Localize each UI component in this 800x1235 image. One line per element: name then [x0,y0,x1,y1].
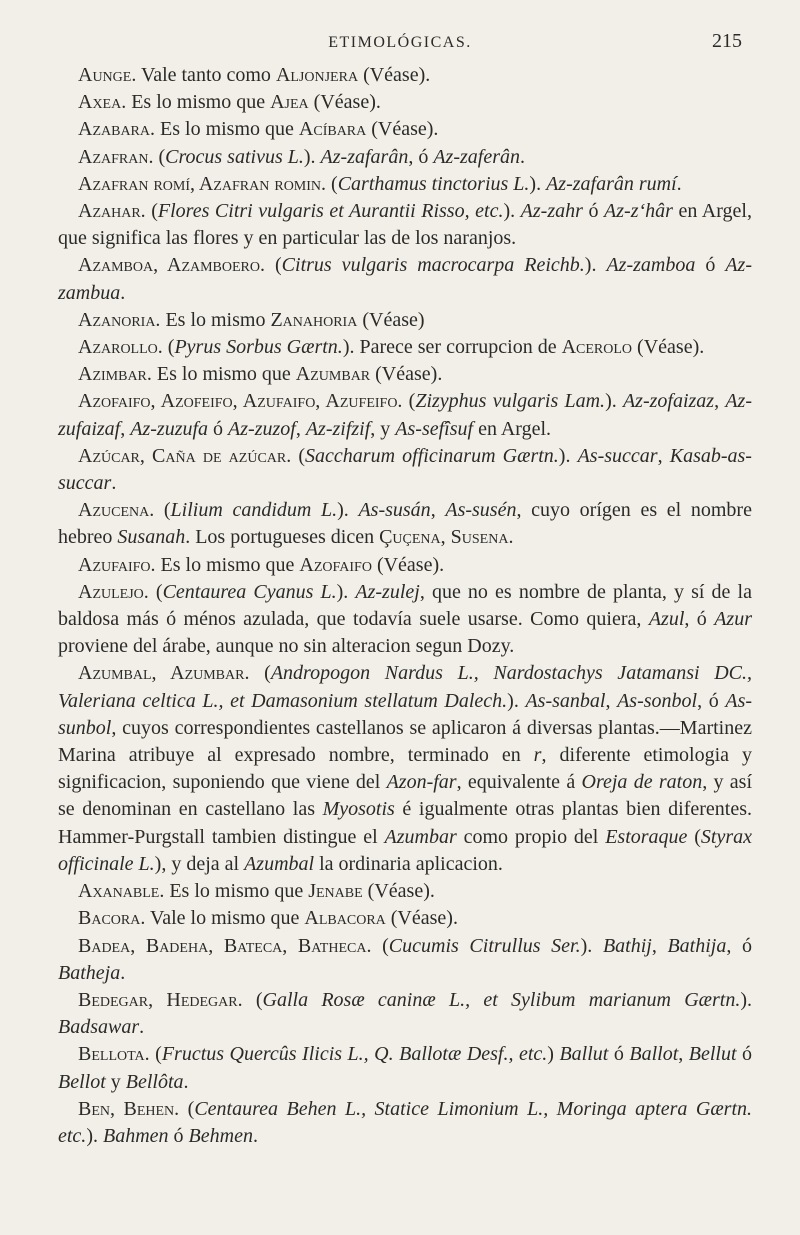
entry-text: ( [148,580,163,603]
entry-text: ó [168,1124,189,1147]
entry-text: . [520,145,525,168]
entry-text: , ó [408,145,434,168]
entry-italic-text: Centaurea Cyanus L. [162,580,337,603]
entry-headword: Acerolo [561,336,633,359]
entry-text: ). [507,689,526,712]
entry-italic-text: Centaurea Behen L., Statice Limonium L., Moringa aptera Gærtn. etc. [58,1097,752,1147]
dictionary-entry [58,552,752,579]
entry-text: (Véase). [371,553,445,576]
entry-text: , [295,417,306,440]
entry-headword: Aunge. [78,64,137,86]
entry-text: ó [608,1043,630,1066]
dictionary-entry [58,89,752,116]
entry-text: ( [153,145,166,168]
entry-text: Vale lo mismo que [145,907,305,930]
dictionary-entry [58,388,752,442]
entry-headword: Bacora. [78,907,146,930]
dictionary-entry [58,198,752,252]
entry-text: , diferente etimologia y significacion, suponiendo que viene del [58,744,752,794]
entry-italic-text: Crocus sativus L. [165,145,304,168]
dictionary-entry [58,307,752,334]
entry-text: , [714,390,726,413]
entry-italic-text: Lilium candidum L. [170,499,338,522]
entry-italic-text: Styrax officinale L. [58,825,752,875]
dictionary-entry [58,62,752,89]
entry-italic-text: Az-zahr [520,200,583,223]
entry-headword: Acíbara [298,118,367,141]
entry-headword: Bellota. [78,1043,150,1066]
entry-text: ( [265,254,282,277]
entry-text: ( [162,336,175,359]
entry-text: , ó [697,689,726,712]
entry-text: como propio del [456,825,606,848]
page-number: 215 [712,30,742,52]
entry-text: ó [695,254,726,277]
entry-italic-text: Citrus vulgaris macrocarpa Reichb. [281,254,585,277]
entry-text: ) [547,1043,560,1066]
entry-headword: Azulejo. [78,580,149,603]
entry-headword: Aljonjera [275,64,359,86]
dictionary-entry [58,987,752,1041]
entry-text: ). [86,1124,103,1147]
entry-italic-text: Az-zafarân rumí [546,172,677,195]
entry-italic-text: Andropogon Nardus L., Nardostachys Jatamansi DC., Valeriana celtica L., et Damasonium stellatum Dalech. [58,662,752,712]
entry-text: . [120,281,126,304]
entry-text: , equivalente á [456,771,582,794]
entry-text: ó [208,417,229,440]
entry-text: (Véase). [308,91,381,114]
entry-italic-text: Az-zufaizaf [58,390,752,440]
entry-italic-text: As-sefîsuf [395,417,474,440]
entry-italic-text: Az-zafarân [320,145,409,168]
entry-text: ( [326,172,338,195]
entry-italic-text: As-sonbol [617,689,698,712]
entry-text: ). [337,499,359,522]
entry-text: . [111,472,117,495]
entry-headword: Azumbal, Azumbar. [78,662,250,685]
entry-italic-text: Az-zuzufa [130,417,209,440]
entry-text: ( [249,662,271,685]
entry-text: ), y deja al [154,852,245,875]
entry-text: ( [371,934,389,957]
entry-text: en Argel, que significa las flores y en particular las de los naranjos. [58,200,752,250]
entry-text: ). [558,444,578,467]
entry-headword: Azúcar, Caña de azúcar. [78,444,292,467]
entry-italic-text: Bathij [602,934,652,957]
entry-italic-text: Az-zulej [355,580,420,603]
entry-headword: Çuçena, Susena [379,526,509,549]
dictionary-entry [58,579,752,661]
entry-italic-text: Fructus Quercûs Ilicis L., Q. Ballotæ Desf., etc. [161,1043,548,1066]
entry-text: ( [149,1043,162,1066]
entry-headword: Azimbar. [78,363,152,386]
entry-headword: Azufaifo. [78,553,156,576]
dictionary-entry [58,443,752,497]
entry-text: (Véase). [385,907,458,930]
entry-text: , cuyo orígen es el nombre hebreo [58,499,752,549]
dictionary-entry [58,144,752,171]
entry-text: . [120,961,126,984]
entry-italic-text: Ballot [629,1043,679,1066]
entry-headword: Azabara. [78,118,156,141]
entry-text: Es lo mismo que [155,553,300,576]
entry-italic-text: Bahmen [102,1124,169,1147]
entry-italic-text: Zizyphus vulgaris Lam. [415,390,606,413]
entry-italic-text: Saccharum officinarum Gærtn. [305,444,559,467]
entry-italic-text: Azon-far [386,771,457,794]
entry-italic-text: Az-zamboa [606,254,696,277]
entry-italic-text: Ballut [559,1043,609,1066]
entry-text: ó [736,1043,753,1066]
entry-text: Es lo mismo que [164,880,309,903]
entry-italic-text: Azur [714,608,752,631]
entry-text: ). Parece ser corrupcion de [342,336,562,359]
entry-text: ). [503,200,521,223]
entry-text: ( [154,499,171,522]
entry-text: Es lo mismo que [155,118,299,141]
entry-text: , [605,689,618,712]
entry-text: ). [584,254,607,277]
dictionary-entry [58,660,752,878]
entry-italic-text: Bellot [58,1070,106,1093]
entry-text: ( [402,390,416,413]
dictionary-entry [58,252,752,306]
dictionary-entry [58,116,752,143]
dictionary-entry [58,497,752,551]
entry-headword: Bedegar, Hedegar. [78,988,243,1011]
entry-italic-text: Az-zuzof [228,417,296,440]
entry-italic-text: Az-zaferân [433,145,520,168]
entry-headword: Azafran. [78,145,154,168]
entry-italic-text: Behmen [188,1124,253,1147]
entry-text: proviene del árabe, aunque no sin alteracion segun Dozy. [58,635,515,658]
entry-text: , ó [726,934,752,957]
entry-text: Vale tanto como [136,64,276,86]
entry-headword: Albacora [304,907,386,930]
entry-italic-text: As-susán [358,499,431,522]
dictionary-entries [58,62,752,1150]
entry-italic-text: Kasab-as-succar [58,444,752,495]
entry-italic-text: Badsawar [58,1016,140,1039]
entry-text: ). [529,172,547,195]
entry-headword: Azucena. [78,499,155,522]
entry-italic-text: As-sunbol [58,689,753,739]
entry-text: . [139,1016,145,1039]
entry-text: , y así se denominan en castellano las [58,771,753,821]
entry-text: . [183,1070,189,1093]
running-title: ETIMOLÓGICAS. [328,34,472,51]
entry-text: (Véase). [632,336,705,359]
entry-headword: Badea, Badeha, Bateca, Batheca. [78,934,372,957]
entry-italic-text: Galla Rosæ caninæ L., et Sylibum marianum Gærtn. [262,988,741,1011]
entry-italic-text: As-succar [577,444,658,467]
entry-italic-text: Bellut [688,1043,737,1066]
entry-text: Es lo mismo que [126,91,271,114]
dictionary-entry [58,361,752,388]
dictionary-entry [58,171,752,198]
entry-text: en Argel. [473,417,552,440]
entry-text: , [430,499,446,522]
entry-text: , cuyos correspondientes castellanos se aplicaron á diversas plantas.—Martinez Marina atribuye al expresado nombre, terminado en [58,716,752,767]
entry-italic-text: Myosotis [322,798,395,821]
entry-text: (Véase). [362,880,435,903]
entry-text: ). [336,580,356,603]
entry-text: , que no es nombre de planta, y sí de la baldosa más ó ménos azulada, que todavía suele usarse. Como quiera, [58,580,752,631]
entry-italic-text: As-susén [445,499,517,522]
dictionary-entry [58,878,752,905]
entry-text: (Véase). [366,118,439,141]
entry-text: . [508,526,514,549]
entry-text: y [105,1070,126,1093]
entry-italic-text: Pyrus Sorbus Gærtn. [174,336,343,359]
entry-italic-text: Oreja de raton [581,771,703,794]
entry-italic-text: Flores Citri vulgaris et Aurantii Risso, etc. [157,200,504,223]
entry-text: Es lo mismo [160,308,271,331]
entry-text: , ó [684,608,715,631]
entry-italic-text: Az-zofaizaz [622,390,715,413]
entry-text: ( [179,1097,195,1120]
dictionary-entry [58,334,752,361]
entry-text: ( [687,825,701,848]
entry-text: (Véase) [357,308,425,331]
page-header [0,30,800,56]
entry-text: ). [740,988,752,1011]
entry-headword: Zanahoria [270,308,358,331]
entry-text: ( [242,988,263,1011]
entry-text: ). [605,390,623,413]
entry-italic-text: Az-z‘hâr [604,200,673,223]
entry-text: , [657,444,670,467]
entry-italic-text: As-sanbal [525,689,606,712]
dictionary-entry [58,1041,752,1095]
entry-italic-text: Bathija [667,934,727,957]
entry-text: ó [582,200,605,223]
entry-text: , [120,417,131,440]
entry-headword: Azofaifo [299,553,372,576]
entry-text: . Los portugueses dicen [185,526,380,549]
entry-italic-text: Azul [648,608,685,631]
entry-headword: Azofaifo, Azofeifo, Azufaifo, Azufeifo. [78,390,403,413]
entry-headword: Axea. [78,91,127,114]
entry-text: . [252,1124,258,1147]
dictionary-entry [58,933,752,987]
dictionary-entry [58,1096,752,1150]
entry-italic-text: Bellôta [125,1070,184,1093]
entry-text: la ordinaria aplicacion. [314,852,503,875]
entry-text: ). [303,145,321,168]
entry-headword: Azanoria. [78,308,161,331]
entry-text: é igualmente otras plantas bien diferentes. Hammer-Purgstall tambien distingue el [58,798,752,848]
entry-headword: Azamboa, Azamboero. [78,254,266,277]
entry-text: , y [370,417,396,440]
entry-italic-text: Az-zifzif [305,417,371,440]
entry-italic-text: Batheja [58,961,121,984]
entry-italic-text: Azumbal [244,852,315,875]
entry-headword: Azarollo. [78,336,163,359]
entry-text: ( [291,444,306,467]
entry-italic-text: Cucumis Citrullus Ser. [388,934,581,957]
entry-italic-text: Carthamus tinctorius L. [337,172,530,195]
entry-italic-text: Susanah [117,526,186,549]
entry-headword: Azahar. [78,200,146,223]
entry-italic-text: Estoraque [605,825,688,848]
entry-text: , [678,1043,689,1066]
entry-headword: Azumbar [295,363,371,386]
entry-text: , [651,934,668,957]
entry-italic-text: Azumbar [384,825,457,848]
entry-headword: Azafran romí, Azafran romin. [78,172,327,195]
entry-headword: Ben, Behen. [78,1097,180,1120]
entry-text: ). [580,934,603,957]
entry-text: Es lo mismo que [151,363,296,386]
entry-text: ( [145,200,158,223]
entry-headword: Axanable. [78,880,165,903]
entry-italic-text: r [533,744,542,767]
entry-headword: Jenabe [308,880,363,903]
entry-text: . [676,172,682,195]
dictionary-entry [58,905,752,932]
entry-text: (Véase). [358,64,431,86]
entry-italic-text: Az-zambua [58,254,752,304]
entry-text: (Véase). [370,363,443,386]
entry-headword: Ajea [270,91,309,114]
